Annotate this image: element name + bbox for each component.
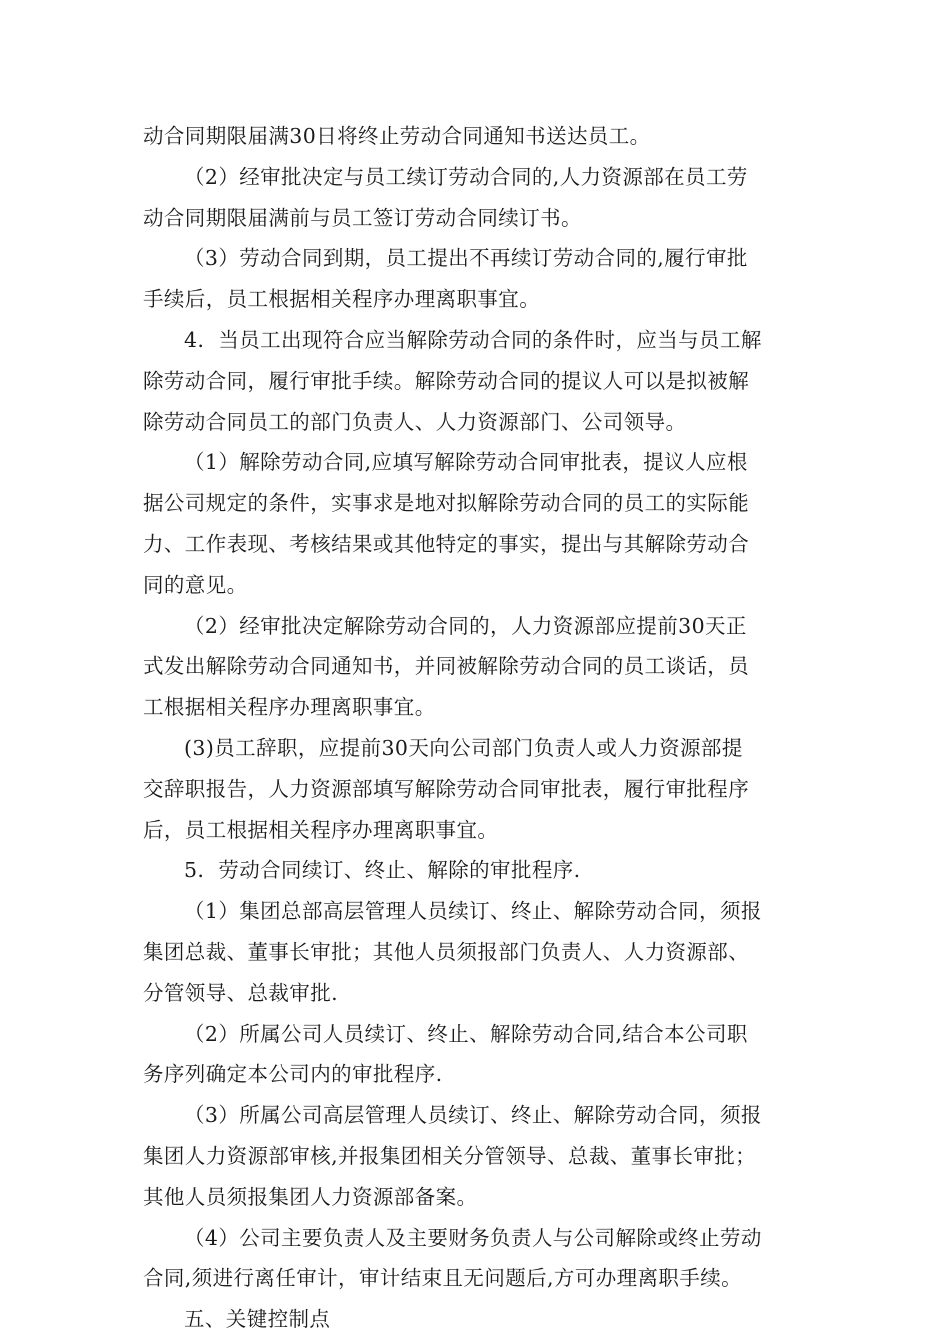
text-line: （3）所属公司高层管理人员续订、终止、解除劳动合同，须报 xyxy=(184,1103,762,1128)
text-line: （3）劳动合同到期，员工提出不再续订劳动合同的,履行审批 xyxy=(184,246,748,271)
text-line: 其他人员须报集团人力资源部备案。 xyxy=(143,1184,478,1209)
text-line: 动合同期限届满30日将终止劳动合同通知书送达员工。 xyxy=(143,124,651,148)
text-line: （2）经审批决定解除劳动合同的，人力资源部应提前30天正 xyxy=(184,613,747,638)
text-line: （2）所属公司人员续订、终止、解除劳动合同,结合本公司职 xyxy=(184,1021,748,1046)
text-line: (3)员工辞职，应提前30天向公司部门负责人或人力资源部提 xyxy=(184,735,743,760)
text-line: 动合同期限届满前与员工签订劳动合同续订书。 xyxy=(143,205,582,230)
section-heading: 5．劳动合同续订、终止、解除的审批程序. xyxy=(184,858,581,883)
text-line: 后，员工根据相关程序办理离职事宜。 xyxy=(143,817,499,842)
text-line: （1）解除劳动合同,应填写解除劳动合同审批表，提议人应根 xyxy=(184,450,748,475)
text-line: 交辞职报告，人力资源部填写解除劳动合同审批表，履行审批程序 xyxy=(143,776,750,801)
text-line: （2）经审批决定与员工续订劳动合同的,人力资源部在员工劳 xyxy=(184,164,748,189)
text-line: 分管领导、总裁审批. xyxy=(143,980,339,1005)
text-line: 同的意见。 xyxy=(143,572,248,597)
text-line: 式发出解除劳动合同通知书，并同被解除劳动合同的员工谈话，员 xyxy=(143,654,750,679)
text-line: 合同,须进行离任审计，审计结束且无问题后,方可办理离职手续。 xyxy=(143,1266,743,1291)
text-line: （1）集团总部高层管理人员续订、终止、解除劳动合同，须报 xyxy=(184,899,762,924)
document-body xyxy=(143,116,807,1340)
text-line: 集团总裁、董事长审批；其他人员须报部门负责人、人力资源部、 xyxy=(143,939,750,964)
text-line: 据公司规定的条件，实事求是地对拟解除劳动合同的员工的实际能 xyxy=(143,491,750,516)
text-line: （4）公司主要负责人及主要财务负责人与公司解除或终止劳动 xyxy=(184,1225,762,1250)
text-line: 手续后，员工根据相关程序办理离职事宜。 xyxy=(143,287,541,312)
text-line: 力、工作表现、考核结果或其他特定的事实，提出与其解除劳动合 xyxy=(143,531,750,556)
text-line: 工根据相关程序办理离职事宜。 xyxy=(143,695,436,720)
text-line: 集团人力资源部审核,并报集团相关分管领导、总裁、董事长审批； xyxy=(143,1143,757,1168)
text-line: 务序列确定本公司内的审批程序. xyxy=(143,1062,443,1087)
section-heading: 五、关键控制点 xyxy=(184,1307,331,1332)
text-line: 除劳动合同，履行审批手续。解除劳动合同的提议人可以是拟被解 xyxy=(143,368,750,393)
text-line: 除劳动合同员工的部门负责人、人力资源部门、公司领导。 xyxy=(143,409,687,434)
text-line: 4．当员工出现符合应当解除劳动合同的条件时，应当与员工解 xyxy=(184,327,762,352)
